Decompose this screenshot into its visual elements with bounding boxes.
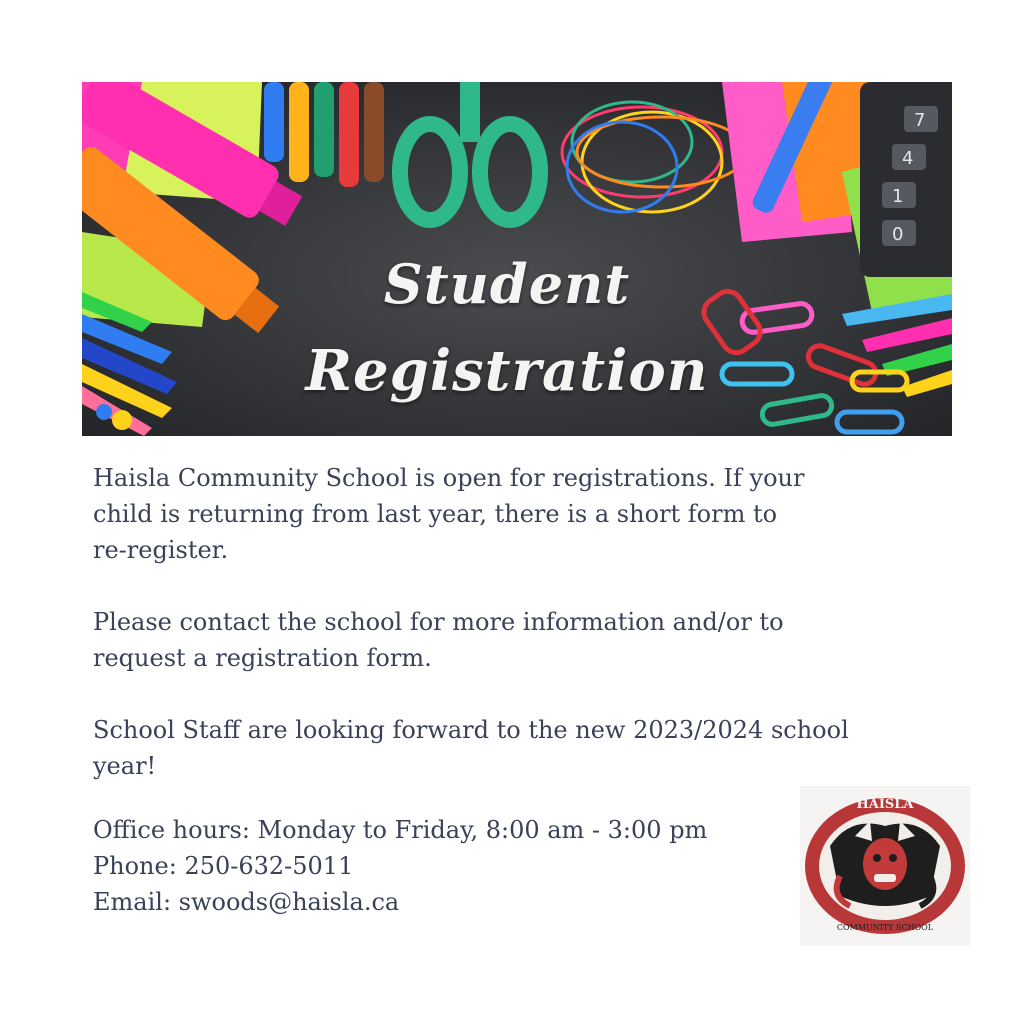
logo-bottom-text: COMMUNITY SCHOOL [836,923,934,932]
svg-text:7: 7 [914,110,926,131]
paragraph2-line1: Please contact the school for more information and/or to [93,608,784,636]
svg-text:1: 1 [892,186,904,207]
phone-number: Phone: 250-632-5011 [93,852,354,880]
announcement-body [93,460,933,784]
paragraph1-line1: Haisla Community School is open for registrations. If your [93,464,805,492]
paragraph3-line2: year! [93,752,157,780]
header-banner-image [82,82,952,436]
paragraph1-line3: re-register. [93,536,229,564]
logo-top-text: HAISLA [856,797,914,812]
svg-text:0: 0 [892,224,904,245]
haisla-crest-icon [800,786,970,946]
banner-title-line1: Student [383,252,631,316]
school-logo [800,786,970,946]
svg-text:4: 4 [902,148,914,169]
paragraph2-line2: request a registration form. [93,644,432,672]
contact-info [93,812,707,920]
paragraph1-line2: child is returning from last year, there is a short form to [93,500,778,528]
office-hours: Office hours: Monday to Friday, 8:00 am - 3:00 pm [93,816,708,844]
banner-title-line2: Registration [305,338,709,404]
paragraph3-line1: School Staff are looking forward to the new 2023/2024 school [93,716,849,744]
email-address: Email: swoods@haisla.ca [93,888,400,916]
